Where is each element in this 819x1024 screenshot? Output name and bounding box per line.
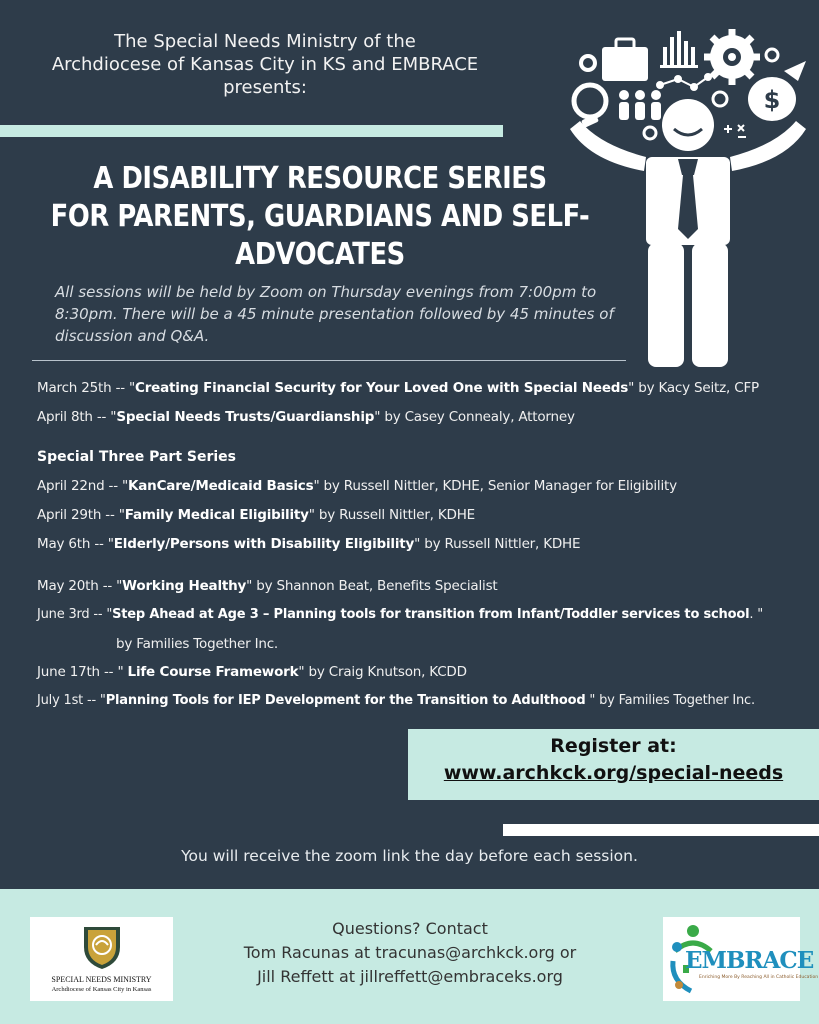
small-gear-icon [581,56,595,70]
divider [32,360,626,361]
session-item [37,693,755,708]
money-bag-icon [748,61,806,121]
session-presenter: " by Russell Nittler, KDHE, Senior Manager for Eligibility [313,478,677,494]
session-presenter: " by Kacy Seitz, CFP [628,380,759,396]
session-date: April 22nd -- " [37,478,128,494]
session-date: April 29th -- " [37,507,125,523]
intro-line-1: The Special Needs Ministry of the [114,31,416,52]
note-line-3: discussion and Q&A. [55,327,210,345]
session-presenter: . " [749,607,763,622]
accent-bar-middle [503,824,819,836]
mini-gear-icon [713,92,727,106]
intro-text [40,30,490,99]
small-gear-icon-right [766,49,778,61]
session-info-note [55,281,615,347]
headline [45,160,595,274]
session-title: Planning Tools for IEP Development for the Transition to Adulthood [105,693,586,708]
legs-icon [648,243,728,367]
session-item [37,478,677,494]
session-date: March 25th -- " [37,380,136,396]
session-title: Elderly/Persons with Disability Eligibility [113,536,415,552]
ministry-subtitle: Archdiocese of Kansas City in Kansas [51,986,152,993]
embrace-logo [663,917,819,1001]
session-title: Special Needs Trusts/Guardianship [116,409,375,425]
session-date: April 8th -- " [37,409,117,425]
session-item [37,578,498,594]
contact-info [230,917,590,989]
session-title: Working Healthy [122,578,247,594]
svg-text:$: $ [763,86,781,114]
session-item [37,380,759,396]
session-presenter: " by Shannon Beat, Benefits Specialist [246,578,498,594]
contact-line-2: Tom Racunas at tracunas@archkck.org or [243,943,577,962]
session-item [37,536,580,552]
session-item [37,507,475,523]
session-title: Step Ahead at Age 3 – Planning tools for transition from Infant/Toddler services to school [112,607,750,622]
session-date: June 17th -- " [37,664,128,680]
session-presenter: " by Russell Nittler, KDHE [414,536,581,552]
ministry-name: SPECIAL NEEDS MINISTRY [51,975,152,984]
people-icon [619,90,661,120]
intro-line-2: Archdiocese of Kansas City in KS and EMBRACE [51,54,479,75]
session-date: June 3rd -- " [37,607,113,622]
embrace-tagline: Enriching More By Reaching All in Catholic Education [699,975,819,980]
zoom-link-note: You will receive the zoom link the day before each session. [181,847,638,865]
gear-icon [704,29,760,85]
register-label: Register at: [550,735,677,757]
session-item [37,664,467,680]
session-item [37,409,575,425]
head-icon [662,99,714,151]
body-icon [646,157,730,245]
session-title: Family Medical Eligibility [124,507,309,523]
note-line-2: 8:30pm. There will be a 45 minute presentation followed by 45 minutes of [55,305,614,323]
network-icon [657,74,711,90]
session-presenter: " by Casey Connealy, Attorney [374,409,575,425]
session-presenter: by Families Together Inc. [116,636,279,652]
math-symbols-icon [724,125,746,137]
accent-bar-top [0,125,503,137]
special-needs-ministry-logo [30,917,173,1001]
embrace-name: EMBRACE [685,947,814,974]
series-heading: Special Three Part Series [37,449,237,465]
contact-line-3: Jill Reffett at jillreffett@embraceks.org [257,967,563,986]
shield-icon [80,923,124,971]
register-link[interactable]: www.archkck.org/special-needs [443,762,784,784]
cog-small-bottom-icon [644,127,656,139]
contact-line-1: Questions? Contact [332,919,488,938]
briefcase-icon [602,39,648,81]
headline-line-1: A DISABILITY RESOURCE SERIES [93,161,547,196]
session-date: July 1st -- " [37,693,106,708]
note-line-1: All sessions will be held by Zoom on Thursday evenings from 7:00pm to [55,283,597,301]
session-title: Creating Financial Security for Your Loved One with Special Needs [135,380,629,396]
session-presenter: " by Families Together Inc. [585,693,755,708]
session-item [37,607,763,622]
session-presenter: " by Russell Nittler, KDHE [308,507,475,523]
session-title: Life Course Framework [127,664,299,680]
register-box [408,729,819,800]
intro-line-3: presents: [223,77,307,98]
bar-chart-icon [660,31,698,68]
session-item-continued [116,636,278,652]
lightbulb-icon [574,85,606,128]
session-date: May 20th -- " [37,578,123,594]
session-date: May 6th -- " [37,536,114,552]
headline-line-2: FOR PARENTS, GUARDIANS AND SELF-ADVOCATES [50,199,590,272]
session-title: KanCare/Medicaid Basics [128,478,314,494]
session-presenter: " by Craig Knutson, KCDD [298,664,467,680]
